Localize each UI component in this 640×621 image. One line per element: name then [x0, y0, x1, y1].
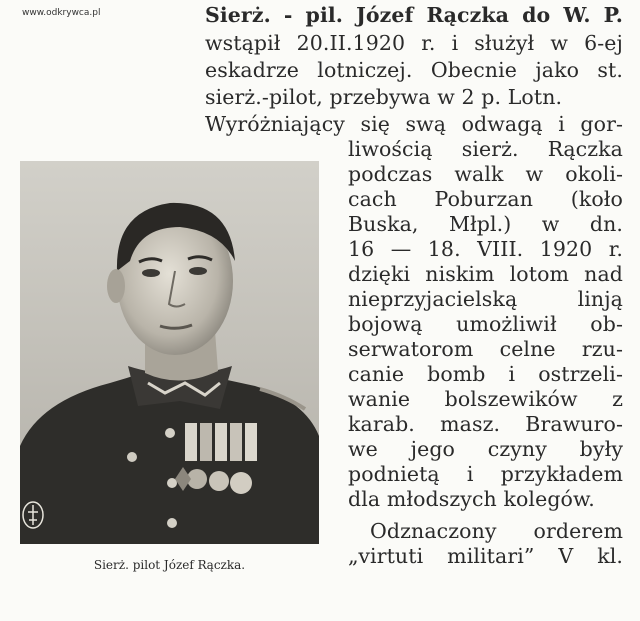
text-line-9: Buska, Młpl.) w dn. [348, 212, 623, 236]
text-line-21: Odznaczony orderem [370, 519, 623, 543]
text-line-5: Wyróżniający się swą odwagą i gor- [205, 112, 623, 136]
text-line-3: eskadrze lotniczej. Obecnie jako st. [205, 58, 623, 82]
text-line-1 [205, 4, 623, 26]
text-line-10: 16 — 18. VIII. 1920 r. [348, 237, 623, 261]
watermark-text: www.odkrywca.pl [22, 8, 101, 18]
name-bold: Sierż. - pil. Józef Rączka do W. P. [205, 3, 623, 27]
text-line-17: karab. masz. Brawuro- [348, 412, 623, 436]
text-line-14: serwatorom celne rzu- [348, 337, 623, 361]
text-line-16: wanie bolszewików z [348, 387, 623, 411]
text-line-6: liwością sierż. Rączka [348, 137, 623, 161]
text-line-4: sierż.-pilot, przebywa w 2 p. Lotn. [205, 85, 563, 109]
photographer-stamp-icon [21, 500, 45, 530]
text-line-8: cach Poburzan (koło [348, 187, 623, 211]
text-line-7: podczas walk w okoli- [348, 162, 623, 186]
text-line-20: dla młodszych kolegów. [348, 487, 595, 511]
text-line-11: dzięki niskim lotom nad [348, 262, 623, 286]
text-line-22: „virtuti militari” V kl. [348, 544, 623, 568]
portrait-photo [20, 161, 319, 544]
photo-caption: Sierż. pilot Józef Rączka. [93, 558, 246, 572]
text-line-2: wstąpił 20.II.1920 r. i służył w 6-ej [205, 31, 623, 55]
text-line-19: podnietą i przykładem [348, 462, 623, 486]
text-line-15: canie bomb i ostrzeli- [348, 362, 623, 386]
text-line-12: nieprzyjacielską linją [348, 287, 623, 311]
portrait-illustration [20, 161, 319, 544]
text-line-13: bojową umożliwił ob- [348, 312, 623, 336]
text-line-18: we jego czyny były [348, 437, 623, 461]
